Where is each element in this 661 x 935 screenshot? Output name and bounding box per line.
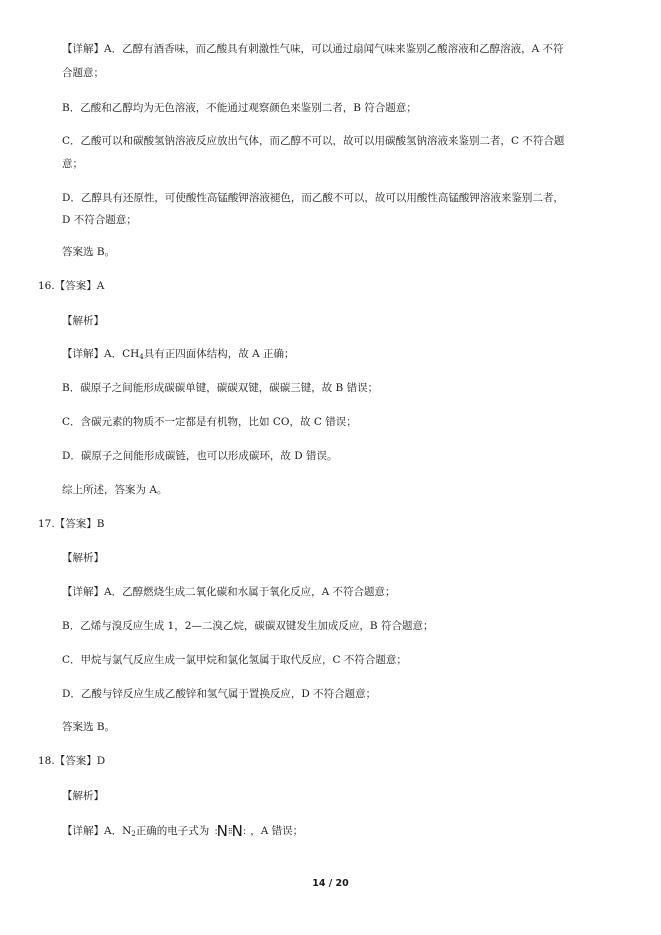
q15-answer: 答案选 B。 xyxy=(62,246,116,258)
q16-header: 16.【答案】A xyxy=(38,280,105,292)
q18-analysis: 【解析】 xyxy=(62,790,104,802)
lewis-atom-right: N xyxy=(231,822,243,840)
q17-c: C．甲烷与氯气反应生成一氯甲烷和氯化氢属于取代反应，C 不符合题意； xyxy=(62,654,407,666)
q17-b: B．乙烯与溴反应生成 1，2—二溴乙烷，碳碳双键发生加成反应，B 符合题意； xyxy=(62,620,434,632)
q16-a-post: 具有正四面体结构，故 A 正确； xyxy=(143,348,295,360)
q18-header: 18.【答案】D xyxy=(38,755,106,767)
q17-analysis: 【解析】 xyxy=(62,552,104,564)
q15-b: B．乙酸和乙醇均为无色溶液，不能通过观察颜色来鉴别二者，B 符合题意； xyxy=(62,102,417,114)
lone-pair-dots: : xyxy=(214,827,217,837)
q16-summary: 综上所述，答案为 A。 xyxy=(62,484,168,496)
q18-a-post: ，A 错误； xyxy=(250,825,304,837)
q16-d: D．碳原子之间能形成碳链，也可以形成碳环，故 D 错误。 xyxy=(62,450,338,462)
lewis-atom-left: N xyxy=(216,822,228,840)
q17-a: 【详解】A．乙醇燃烧生成二氧化碳和水属于氧化反应，A 不符合题意； xyxy=(62,586,396,598)
q15-d-line2: D 不符合题意； xyxy=(62,214,137,226)
q16-b: B．碳原子之间能形成碳碳单键，碳碳双键，碳碳三键，故 B 错误； xyxy=(62,382,379,394)
q15-a-line1: 【详解】A．乙醇有酒香味，而乙酸具有刺激性气味，可以通过扇闻气味来鉴别乙酸溶液和乙醇溶液，A 不符 xyxy=(62,43,564,55)
q15-d-line1: D．乙醇具有还原性，可使酸性高锰酸钾溶液褪色，而乙酸不可以，故可以用酸性高锰酸钾溶液来鉴别二者， xyxy=(62,192,564,204)
q16-analysis: 【解析】 xyxy=(62,315,104,327)
q15-c-line2: 意； xyxy=(62,158,83,170)
q18-a-mid: 正确的电子式为 xyxy=(135,825,210,837)
q17-answer: 答案选 B。 xyxy=(62,721,116,733)
q17-header: 17.【答案】B xyxy=(38,518,105,530)
q18-a-sub: 2 xyxy=(131,830,136,838)
q16-c: C．含碳元素的物质不一定都是有机物，比如 CO，故 C 错误； xyxy=(62,416,357,428)
n2-electron-formula xyxy=(215,824,245,839)
q15-c-line1: C．乙酸可以和碳酸氢钠溶液反应放出气体，而乙醇不可以，故可以用碳酸氢钠溶液来鉴别二者，C 不符合题 xyxy=(62,135,565,147)
q18-a xyxy=(62,824,303,841)
lone-pair-dots: : xyxy=(242,827,245,837)
triple-bond-dots: ⁝⁝ xyxy=(227,827,232,837)
q15-a-line2: 合题意； xyxy=(62,67,104,79)
page-number: 14 / 20 xyxy=(312,878,349,889)
q18-a-pre: 【详解】A．N xyxy=(62,825,132,837)
q16-a-sub: 4 xyxy=(139,353,144,361)
q16-a-pre: 【详解】A．CH xyxy=(62,348,140,360)
q17-d: D．乙酸与锌反应生成乙酸锌和氢气属于置换反应，D 不符合题意； xyxy=(62,688,377,700)
q16-a xyxy=(62,347,295,364)
